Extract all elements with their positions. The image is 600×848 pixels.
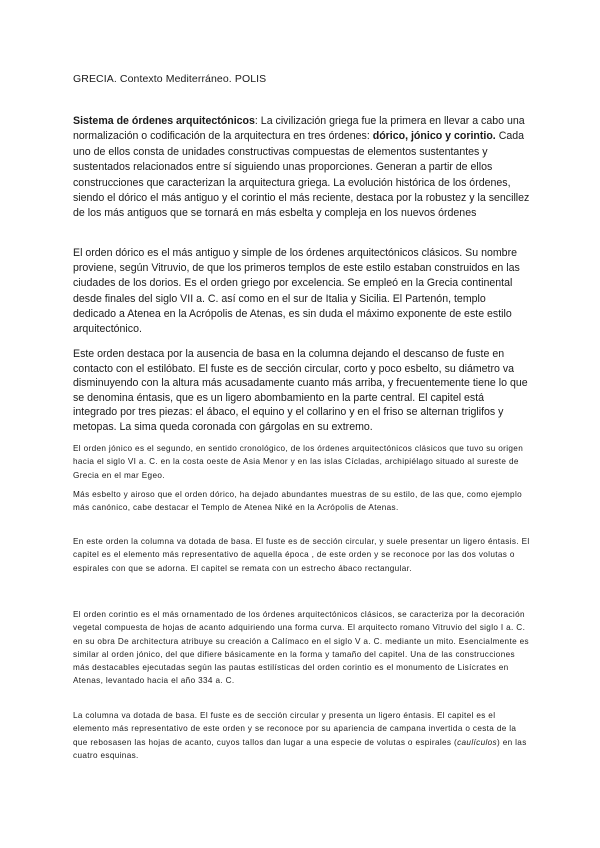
document-title: GRECIA. Contexto Mediterráneo. POLIS: [73, 73, 267, 85]
paragraph-orders-system: [73, 114, 530, 222]
paragraph-text: Cada uno de ellos consta de unidades constructivas compuestas de elementos sustentantes y sustentados relacionados entre sí siguiendo unas proporciones. Generan a partir de ellos construcciones que caracterizan la arquitectura griega. La evolución histórica de los órdenes, siendo el dórico el más antiguo y el corintio el más reciente, destaca por la robustez y la sencillez de los más antiguos que se tornará en más esbelta y compleja en los nuevos órdenes: [73, 130, 530, 220]
paragraph-ionic-example: Más esbelto y airoso que el orden dórico, ha dejado abundantes muestras de su estilo, de las que, como ejemplo más canónico, cabe destacar el Templo de Atenea Niké en la Acrópolis de Atenas.: [73, 490, 523, 513]
paragraph-doric-intro: El orden dórico es el más antiguo y simple de los órdenes arquitectónicos clásicos. Su nombre proviene, según Vitruvio, de que los primeros templos de este estilo estaban construidos en las ciudades de los dorios. Es el orden griego por excelencia. Se empleó en la Grecia continental desde finales del siglo VII a. C. así como en el sur de Italia y Sicilia. El Partenón, templo dedicado a Atenea en la Acrópolis de Atenas, es sin duda el máximo exponente de este estilo arquitectónico.: [73, 247, 520, 336]
paragraph-text: La columna va dotada de basa. El fuste es de sección circular y presenta un ligero éntasis. El capitel es el elemento más representativo de este orden y se reconoce por su apariencia de campana invertida o cesta de la que rebosasen las hojas de acanto, cuyos tallos dan lugar a una especie de volutas o espirales (: [73, 711, 517, 747]
paragraph-corinthian-intro: El orden corintio es el más ornamentado de los órdenes arquitectónicos clásicos, se caracteriza por la decoración vegetal compuesta de hojas de acanto adquiriendo una forma curva. El arquitecto romano Vitruvio del siglo I a. C. en su obra De architectura atribuye su creación a Calímaco en el siglo V a. C. mediante un mito. Esencialmente es similar al orden jónico, del que difiere básicamente en la forma y tamaño del capitel. Una de las construcciones más destacables ejecutadas según las pautas estilísticas del orden corintio es el monumento de Lisícrates en Atenas, levantado hacia el año 334 a. C.: [73, 610, 529, 686]
orders-emphasis: dórico, jónico y corintio.: [372, 130, 496, 143]
paragraph-text: : La civilización griega fue la primera en llevar a cabo una normalización o codificación de la arquitectura en tres órdenes:: [73, 115, 525, 143]
paragraph-ionic-intro: El orden jónico es el segundo, en sentido cronológico, de los órdenes arquitectónicos clásicos que tuvo su origen hacia el siglo VI a. C. en la costa oeste de Asia Menor y en las islas Cícladas, archipiélago situado al sureste de Grecia en el mar Egeo.: [73, 444, 524, 480]
paragraph-doric-features: Este orden destaca por la ausencia de basa en la columna dejando el descanso de fuste en contacto con el estilóbato. El fuste es de sección circular, corto y poco esbelto, su diámetro va disminuyendo con la altura más acusadamente cuanto más arriba, y frecuentemente tiene lo que se denomina éntasis, que es un ligero abombamiento en la parte central. El capitel está integrado por tres piezas: el ábaco, el equino y el collarino y en el friso se alternan triglifos y metopas. La sima queda coronada con gárgolas en su extremo.: [73, 348, 528, 433]
paragraph-text: ) en las cuatro esquinas.: [73, 737, 527, 760]
paragraph-ionic-features: En este orden la columna va dotada de basa. El fuste es de sección circular, y suele presentar un ligero éntasis. El capitel es el elemento más representativo de aquella época , de este orden y se reconoce por las dos volutas o espirales con que se adorna. El capitel se remata con un estrecho ábaco rectangular.: [73, 537, 530, 573]
caulicolos-term: caulículos: [457, 737, 497, 747]
paragraph-corinthian-features: [73, 709, 530, 762]
section-heading: Sistema de órdenes arquitectónicos: [73, 115, 255, 127]
